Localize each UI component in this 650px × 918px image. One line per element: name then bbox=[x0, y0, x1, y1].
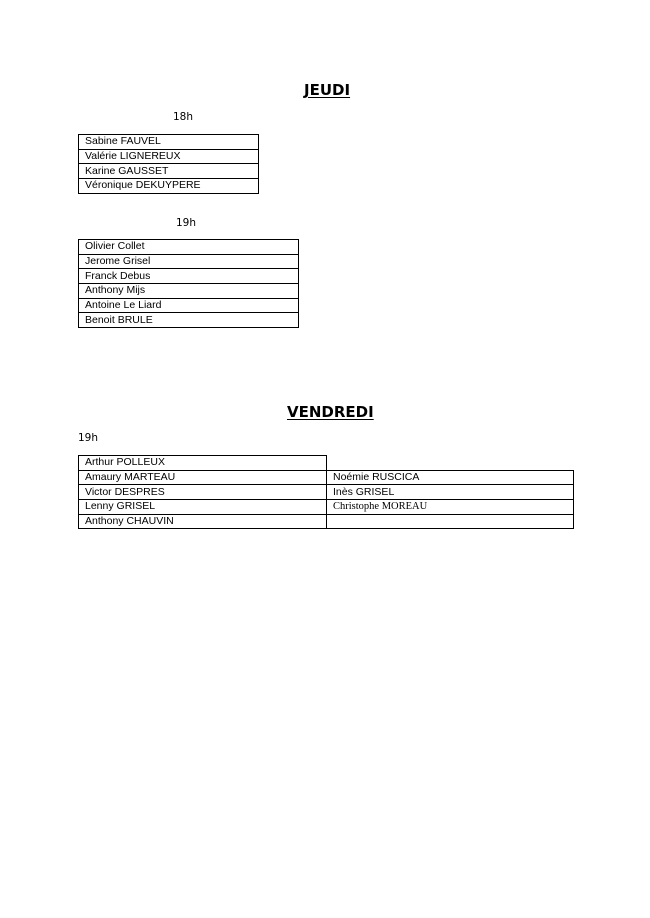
name-cell: Valérie LIGNEREUX bbox=[79, 149, 259, 164]
name-cell: Noémie RUSCICA bbox=[327, 470, 574, 485]
table-row bbox=[79, 240, 299, 255]
vendredi-title: VENDREDI bbox=[287, 403, 374, 421]
table-row bbox=[79, 269, 299, 284]
name-cell bbox=[327, 514, 574, 529]
table-row bbox=[79, 298, 299, 313]
table-row bbox=[79, 313, 299, 328]
table-row bbox=[79, 485, 574, 500]
name-cell: Anthony CHAUVIN bbox=[79, 514, 327, 529]
name-cell: Amaury MARTEAU bbox=[79, 470, 327, 485]
name-cell: Arthur POLLEUX bbox=[79, 456, 327, 471]
name-cell: Inès GRISEL bbox=[327, 485, 574, 500]
table-row bbox=[79, 284, 299, 299]
vendredi-19h-table bbox=[78, 455, 574, 529]
name-cell: Anthony Mijs bbox=[79, 284, 299, 299]
jeudi-title: JEUDI bbox=[304, 81, 351, 99]
name-cell: Victor DESPRES bbox=[79, 485, 327, 500]
table-row bbox=[79, 456, 574, 471]
name-cell: Benoit BRULE bbox=[79, 313, 299, 328]
name-cell: Jerome Grisel bbox=[79, 254, 299, 269]
jeudi-18h-table bbox=[78, 134, 259, 194]
name-cell: Karine GAUSSET bbox=[79, 164, 259, 179]
table-row bbox=[79, 164, 259, 179]
table-row bbox=[79, 500, 574, 515]
name-cell: Sabine FAUVEL bbox=[79, 135, 259, 150]
table-row bbox=[79, 149, 259, 164]
table-row bbox=[79, 514, 574, 529]
table-row bbox=[79, 135, 259, 150]
jeudi-time-19h: 19h bbox=[176, 217, 197, 229]
name-cell: Lenny GRISEL bbox=[79, 500, 327, 515]
jeudi-19h-table bbox=[78, 239, 299, 328]
name-cell: Véronique DEKUYPERE bbox=[79, 179, 259, 194]
vendredi-time-19h: 19h bbox=[78, 432, 99, 444]
name-cell: Antoine Le Liard bbox=[79, 298, 299, 313]
table-row bbox=[79, 254, 299, 269]
name-cell: Franck Debus bbox=[79, 269, 299, 284]
name-cell: Christophe MOREAU bbox=[327, 500, 574, 515]
jeudi-time-18h: 18h bbox=[173, 111, 194, 123]
name-cell bbox=[327, 456, 574, 471]
table-row bbox=[79, 470, 574, 485]
table-row bbox=[79, 179, 259, 194]
name-cell: Olivier Collet bbox=[79, 240, 299, 255]
